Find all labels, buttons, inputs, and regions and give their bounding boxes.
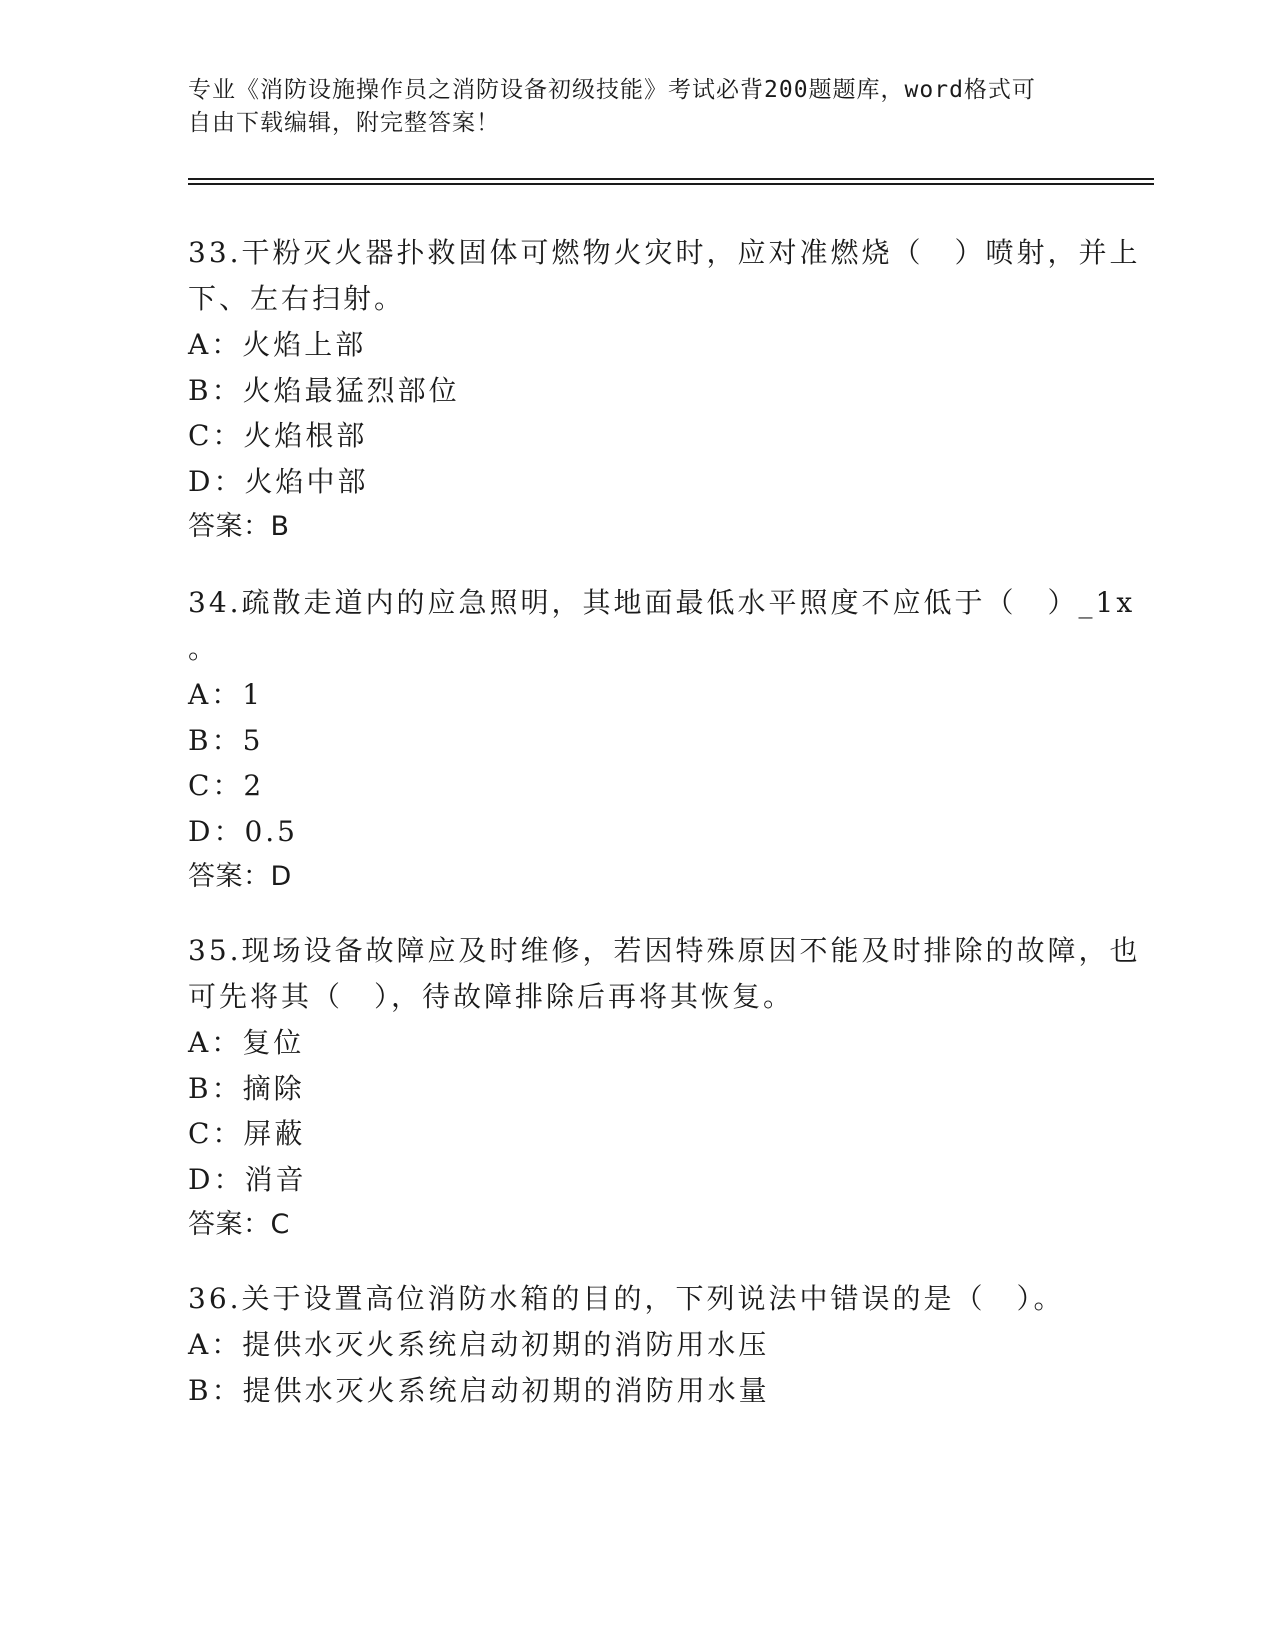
answer-label: 答案：C — [188, 1209, 290, 1240]
option-c: C：屏蔽 — [188, 1117, 306, 1150]
question-stem-line: 33.干粉灭火器扑救固体可燃物火灾时，应对准燃烧（ ）喷射，并上 — [188, 236, 1141, 269]
option-b: B：摘除 — [188, 1071, 305, 1105]
option-b: B：5 — [188, 723, 264, 757]
option-a: A：1 — [188, 678, 264, 711]
question-36 — [188, 1276, 1088, 1413]
document-header — [188, 74, 1068, 140]
option-b: B：火焰最猛烈部位 — [188, 373, 460, 407]
option-d: D：消音 — [188, 1162, 307, 1196]
answer-label: 答案：B — [188, 511, 290, 542]
option-b: B：提供水灭火系统启动初期的消防用水量 — [188, 1373, 770, 1407]
question-stem-line: 下、左右扫射。 — [188, 282, 406, 315]
question-34 — [188, 580, 1136, 900]
question-stem-line: 35.现场设备故障应及时维修，若因特殊原因不能及时排除的故障，也 — [188, 934, 1141, 967]
question-stem-line: 34.疏散走道内的应急照明，其地面最低水平照度不应低于（ ）_1x — [188, 586, 1136, 619]
question-stem-line: 。 — [188, 632, 220, 665]
question-stem — [188, 928, 1141, 1020]
header-line-1: 专业《消防设施操作员之消防设备初级技能》考试必背200题题库，word格式可 — [188, 77, 1036, 103]
option-a: A：复位 — [188, 1026, 305, 1059]
question-stem-line: 可先将其（ ），待故障排除后再将其恢复。 — [188, 980, 795, 1013]
option-d: D：0.5 — [188, 814, 298, 848]
question-stem — [188, 580, 1136, 672]
header-divider-bottom — [188, 183, 1154, 185]
question-stem — [188, 1276, 1088, 1322]
option-a: A：提供水灭火系统启动初期的消防用水压 — [188, 1328, 770, 1361]
option-c: C：2 — [188, 769, 265, 802]
header-line-2: 自由下载编辑，附完整答案！ — [188, 110, 500, 136]
question-35 — [188, 928, 1141, 1248]
option-d: D：火焰中部 — [188, 464, 369, 498]
question-stem-line: 36.关于设置高位消防水箱的目的，下列说法中错误的是（ ）。 — [188, 1282, 1065, 1315]
answer-label: 答案：D — [188, 861, 292, 892]
option-a: A：火焰上部 — [188, 328, 367, 361]
question-stem — [188, 230, 1141, 322]
question-33 — [188, 230, 1141, 550]
header-divider-top — [188, 178, 1154, 180]
option-c: C：火焰根部 — [188, 419, 368, 452]
